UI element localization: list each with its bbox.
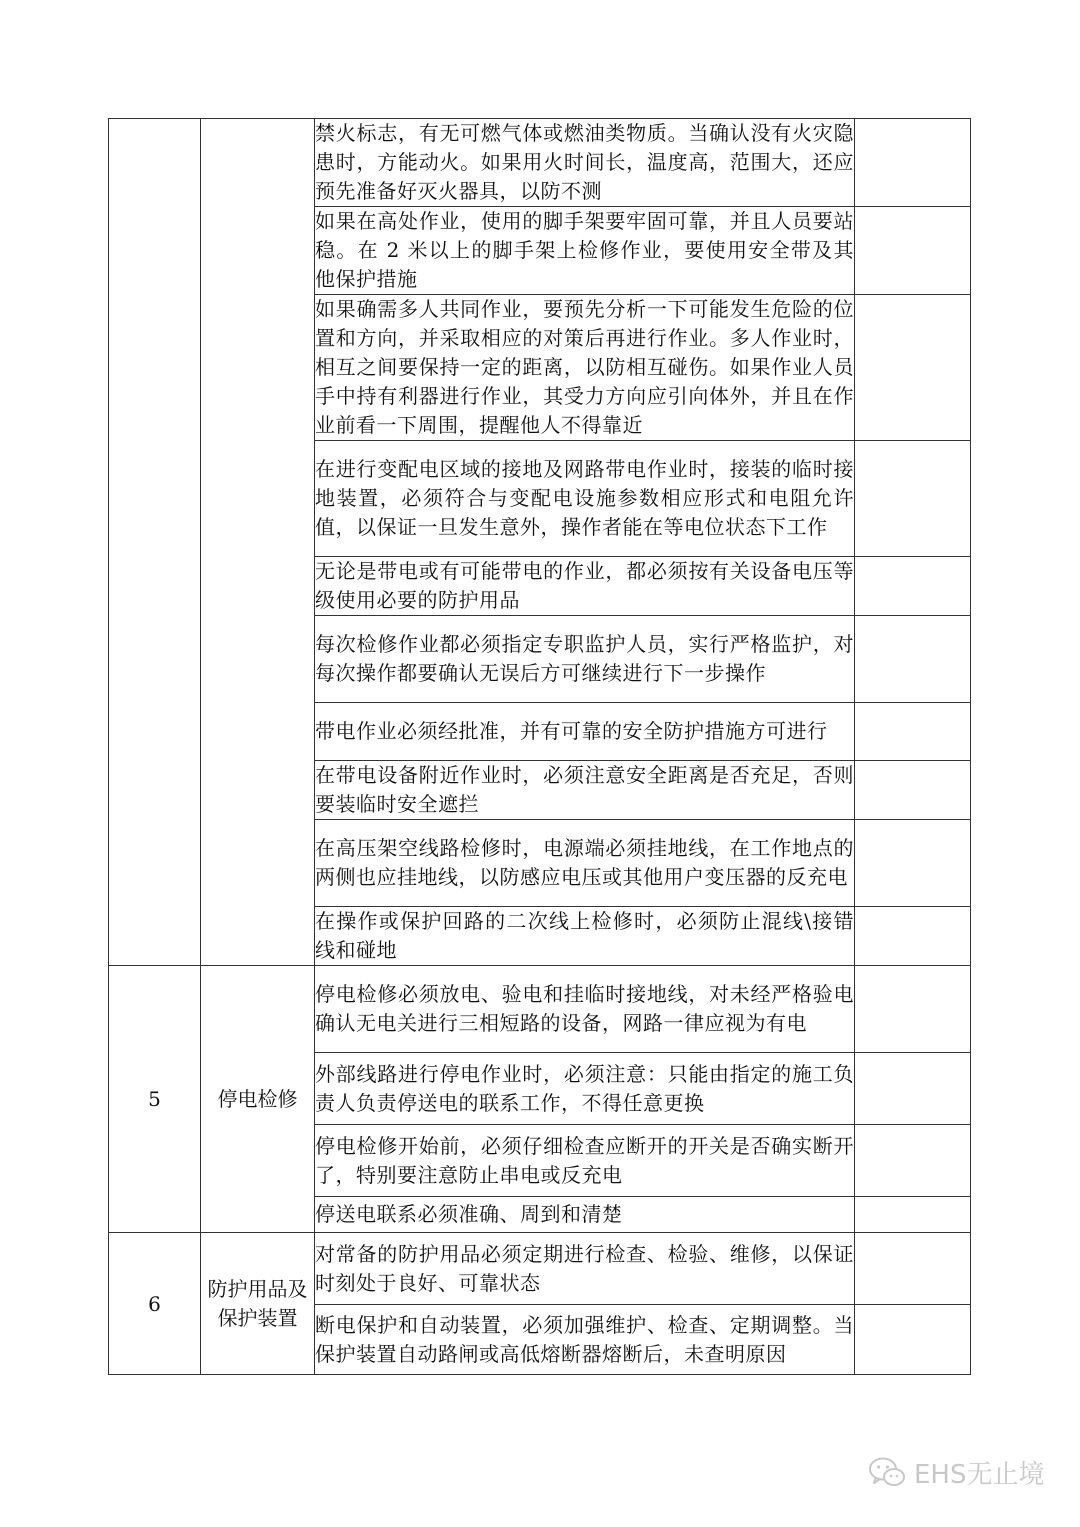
check-cell xyxy=(855,119,971,207)
check-cell xyxy=(855,966,971,1053)
group-item-title: 防护用品及保护装置 xyxy=(201,1233,315,1375)
check-cell xyxy=(855,207,971,295)
content-cell: 断电保护和自动装置，必须加强维护、检查、定期调整。当保护装置自动路闸或高低熔断器熔断后，未查明原因 xyxy=(315,1305,855,1375)
content-cell: 在高压架空线路检修时，电源端必须挂地线，在工作地点的两侧也应挂地线，以防感应电压或其他用户变压器的反充电 xyxy=(315,820,855,907)
wechat-icon xyxy=(868,1456,906,1488)
content-cell: 外部线路进行停电作业时，必须注意：只能由指定的施工负责人负责停送电的联系工作，不得任意更换 xyxy=(315,1053,855,1125)
check-cell xyxy=(855,1053,971,1125)
content-cell: 在带电设备附近作业时，必须注意安全距离是否充足，否则要装临时安全遮拦 xyxy=(315,761,855,820)
table-row xyxy=(109,966,971,1053)
item-cell xyxy=(201,119,315,966)
content-cell: 无论是带电或有可能带电的作业，都必须按有关设备电压等级使用必要的防护用品 xyxy=(315,557,855,616)
content-cell: 如果在高处作业，使用的脚手架要牢固可靠，并且人员要站稳。在 2 米以上的脚手架上检修作业，要使用安全带及其他保护措施 xyxy=(315,207,855,295)
check-cell xyxy=(855,1125,971,1197)
table-row xyxy=(109,1233,971,1305)
check-cell xyxy=(855,703,971,761)
content-cell: 如果确需多人共同作业，要预先分析一下可能发生危险的位置和方向，并采取相应的对策后再进行作业。多人作业时，相互之间要保持一定的距离，以防相互碰伤。如果作业人员手中持有利器进行作业，其受力方向应引向体外，并且在作业前看一下周围，提醒他人不得靠近 xyxy=(315,295,855,441)
table-row xyxy=(109,119,971,207)
check-cell xyxy=(855,441,971,557)
check-cell xyxy=(855,907,971,966)
group-number: 6 xyxy=(109,1233,201,1375)
content-cell: 禁火标志，有无可燃气体或燃油类物质。当确认没有火灾隐患时，方能动火。如果用火时间长，温度高，范围大，还应预先准备好灭火器具，以防不测 xyxy=(315,119,855,207)
check-cell xyxy=(855,1233,971,1305)
group-number: 5 xyxy=(109,966,201,1233)
content-cell: 对常备的防护用品必须定期进行检查、检验、维修，以保证时刻处于良好、可靠状态 xyxy=(315,1233,855,1305)
content-cell: 带电作业必须经批准，并有可靠的安全防护措施方可进行 xyxy=(315,703,855,761)
check-cell xyxy=(855,295,971,441)
watermark-text: EHS无止境 xyxy=(914,1459,1045,1490)
check-cell xyxy=(855,1305,971,1375)
content-cell: 每次检修作业都必须指定专职监护人员，实行严格监护，对每次操作都要确认无误后方可继续进行下一步操作 xyxy=(315,616,855,703)
group-item-title: 停电检修 xyxy=(201,966,315,1233)
watermark xyxy=(868,1452,1044,1492)
check-cell xyxy=(855,761,971,820)
check-cell xyxy=(855,557,971,616)
content-cell: 停电检修开始前，必须仔细检查应断开的开关是否确实断开了，特别要注意防止串电或反充电 xyxy=(315,1125,855,1197)
content-cell: 停电检修必须放电、验电和挂临时接地线，对未经严格验电确认无电关进行三相短路的设备，网路一律应视为有电 xyxy=(315,966,855,1053)
check-cell xyxy=(855,616,971,703)
check-cell xyxy=(855,820,971,907)
no-cell xyxy=(109,119,201,966)
content-cell: 在进行变配电区域的接地及网路带电作业时，接装的临时接地装置，必须符合与变配电设施参数相应形式和电阻允许值，以保证一旦发生意外，操作者能在等电位状态下工作 xyxy=(315,441,855,557)
content-cell: 停送电联系必须准确、周到和清楚 xyxy=(315,1197,855,1233)
content-cell: 在操作或保护回路的二次线上检修时，必须防止混线\接错线和碰地 xyxy=(315,907,855,966)
check-cell xyxy=(855,1197,971,1233)
safety-checklist-table xyxy=(108,118,971,1375)
